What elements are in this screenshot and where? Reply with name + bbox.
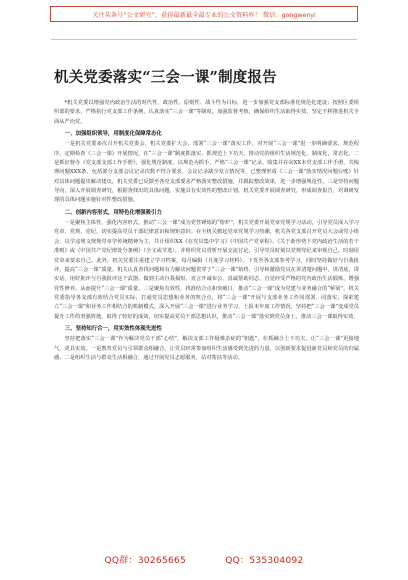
footer-contact [0, 553, 408, 566]
section-heading: 三、坚持知行合一，用实效性体现先进性 [64, 325, 162, 332]
qq-number: QQ：535304092 [225, 556, 304, 566]
section-heading: 一、加强组织领导，用制度化保障常态化 [64, 131, 162, 138]
section-paragraph: 一是聚焦主体性，强化内容形式。推动“三会一课”成为党性锤炼的“熔炉”，机关党委开展党章党规学习活动，引导党员深入学习党章、党规、党纪，切实提高党员干部纪律意识和规矩意识；在全机关掀起党章党规学习热潮。机关各党支部召开党员大会或党小组会，以学违规文规规党章学传统精神为主，共计组织XX《在党员集中学习》《中国共产党章程》、《关于新形势下党内政治生活的若干准则》或《中国共产党纪律处分条例》（全文或节选），并组织党员赏析开展交流讨论，引导党员时刻以党规党纪来审视自己，时刻用党章来要求自己。此外，机关党委注重建立学习档案，每月编辑《月度学习材料》，下发至各支部参考学习，同时坚持做好与自我批评，提高“三会一课”质量。机关认真查找问题和有力解决问题贯穿于“三会一课”始终，引导和激励党员在讲清楚问题中，讲清底，讲实话，用好批评与自我批评这个武器，做到主动自我揭短、直言开诚布公、真诚帮助同志，自觉经受严格的党内政治生活锻炼，增强党性修养。从而提升“三会一课”质量。二是聚焦有效性，找准结合点和突破口，推动“三会一课”成为党建与业务融合的“桥梁”。机关党委指导各支部有效结合党员实际，打通党员思想和业务的契合点，将“三会一课”开展与支部业务工作同部署、同落实，探索建立“三会一课”和业务工作相结合的机制模式，深入开展“三会一课”进行业务学习、上报本年度工作情况，坚持把“三会一课”变成党员提升工作的坚强阵地，取得了较好的成效，切实提高党员干部思想认识，推动“三会一课”落实到党员身上，推动三会一课取得实效。 [54, 220, 359, 320]
section-paragraph: 一是机关党委多次召开机关党委会、机关党委扩大会，部署“三会一课”落实工作，对开展“三会一课”进一步明确要求，规范程序，定期检查《三会一课》开展情况，在“三会一课”制度抓落实、抓规范上下功夫，推动党的组织生活规范化、制度化，常态化。二是抓好督办《党支部支部工作手册》，强化规范制度，以规范为抓手，严格“三会一课”记录。收集并在向XX本党支部工作手册，共梳理问题XXX条，包括部分支部会议记录次数不符合要求、会议记录缺少发言情况等，已整理形成《三会一课”落实情况问题台账》针对具体问题提出解决建议，机关党委已反馈至各党支部要求严格落实整改措施，并跟踪整改效果，进一步增强规范性。三是坚持问题导向，深入开展调查研究，根据查找出的具体问题，实施具有实效性的整改计划，机关党委开展调查研究，形成调查报告，对调研发现的具体问题实施针对性整改措施。 [54, 141, 359, 204]
promo-banner-text: 关注头条号“公文研究”，获得最新最全最专业的公文资料库！ 微信：gongwenyi [92, 11, 316, 19]
header-divider [51, 39, 357, 40]
section-heading: 二、创新内容形式，用特色化增强吸引力 [64, 209, 162, 216]
document-body [54, 99, 359, 551]
section-paragraph: 坚持把落实“三会一课”作为解决党员干部“心结”，解决支部工作疑难杂症的“钥匙”，在抓融合上下功夫，让“三会一课”更接地气、更具实效。一是教育党员与引领群众相融合，让党员经常参加组织生活感受到先进的力量，以创新要求促进新党员和党员的归属感。二是组织生活与群众生活相融合，通过开展党员志愿服务，站对帮扶等活动。 [54, 336, 359, 361]
promo-banner [50, 6, 358, 22]
qq-group-number: QQ群：30265665 [104, 556, 187, 566]
document-title: 机关党委落实“三会一课”制度报告 [54, 69, 277, 86]
intro-paragraph: *机关党委以增强党内政治生活的时代性、政治性、原则性、战斗性为目标，进一步加强党支部标准化规范化建设；按照区委组织部的要求，严格执行党支部工作条例，认真落实“三会一课”等制度，加强监督考核，确保组织生活取得实效，坚定不移推进机关全面从严治党。 [54, 100, 359, 125]
